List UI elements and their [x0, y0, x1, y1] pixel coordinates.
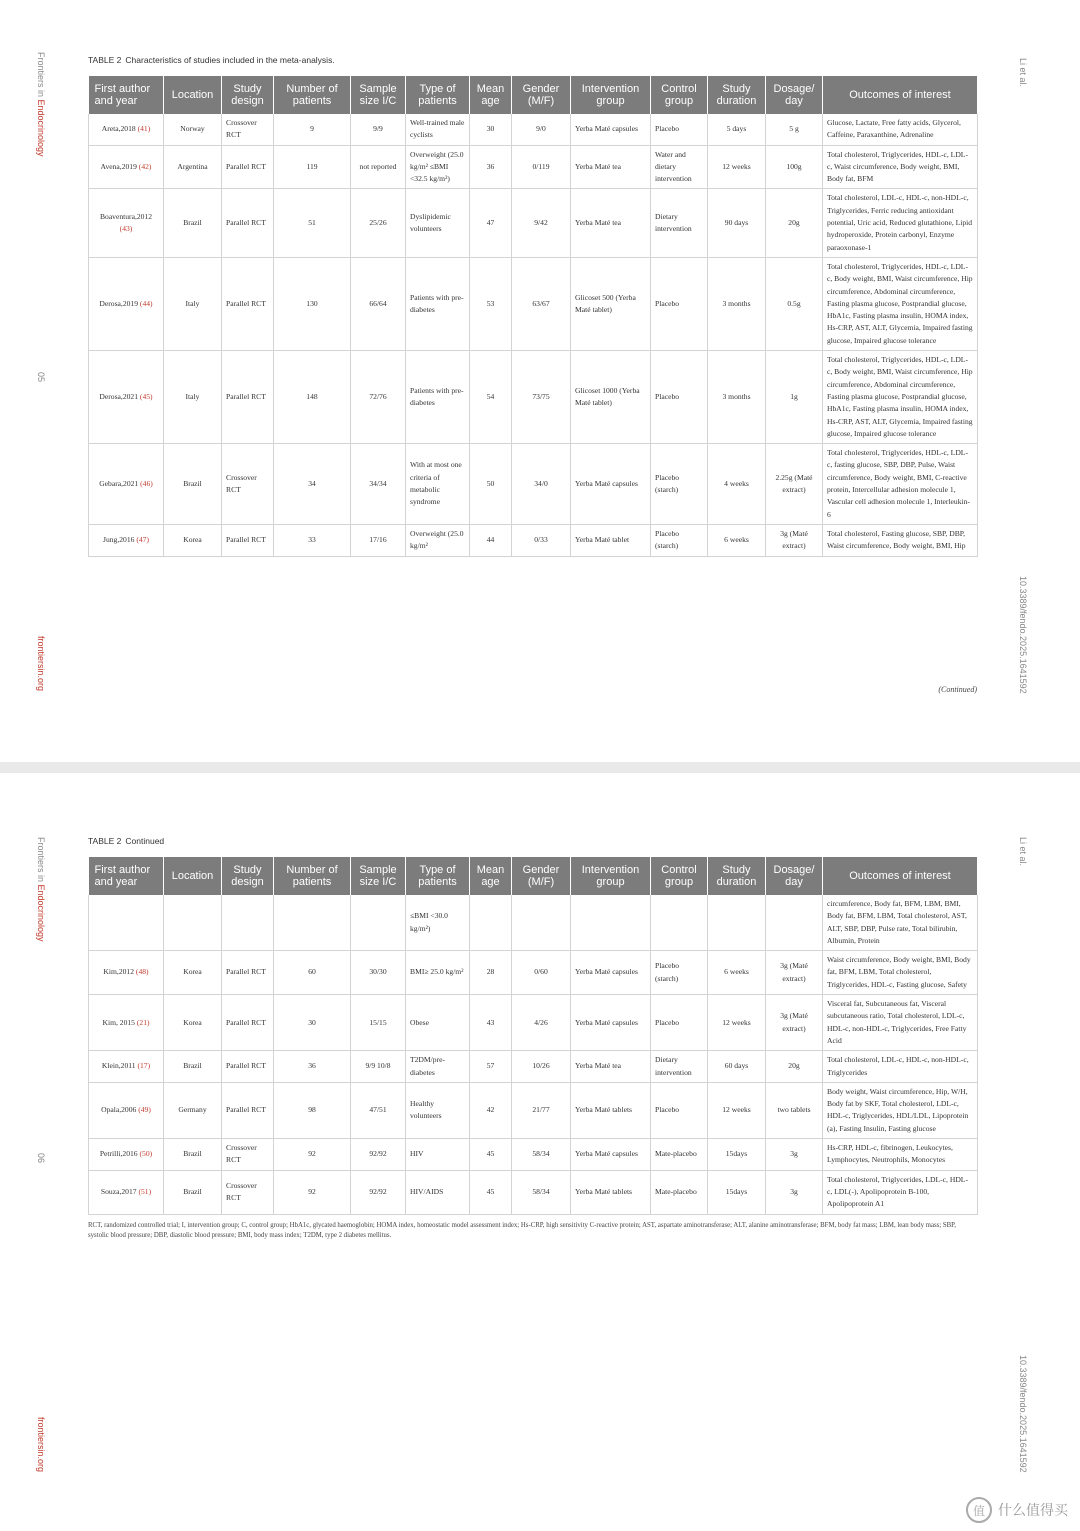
first-author-cell: [89, 444, 164, 525]
table-caption: TABLE 2 Characteristics of studies included in the meta-analysis.: [88, 55, 335, 65]
control-cell: [651, 895, 708, 951]
study-design-cell: Parallel RCT: [222, 257, 274, 350]
sample-size-cell: 66/64: [351, 257, 406, 350]
sample-size-cell: not reported: [351, 145, 406, 189]
document-page-2: [0, 773, 1080, 1531]
intervention-cell: Yerba Maté capsules: [571, 995, 651, 1051]
column-header-study-design: Study design: [222, 76, 274, 114]
first-author-cell: [89, 1139, 164, 1171]
patient-type-cell: T2DM/pre-diabetes: [406, 1051, 470, 1083]
patient-count-cell: 30: [274, 995, 351, 1051]
column-header-sample-size: Sample size I/C: [351, 857, 406, 895]
reference-link[interactable]: (48): [135, 967, 149, 977]
outcomes-cell: Body weight, Waist circumference, Hip, W/H, Body fat by SKF, Total cholesterol, LDL-c, HDL-c, Triglycerides, HDL/LDL, Lipoprotein (a), Fasting Insulin, Fasting glucose: [823, 1082, 978, 1138]
location-cell: Italy: [164, 351, 222, 444]
patient-type-cell: Patients with pre-diabetes: [406, 257, 470, 350]
author-year: Derosa,2019: [99, 298, 139, 308]
column-header-outcomes: Outcomes of interest: [823, 76, 978, 114]
patient-type-cell: Overweight (25.0 kg/m² ≤BMI <32.5 kg/m²): [406, 145, 470, 189]
patient-count-cell: 92: [274, 1170, 351, 1214]
author-year: Derosa,2021: [99, 391, 139, 401]
dosage-cell: two tablets: [766, 1082, 823, 1138]
study-design-cell: Crossover RCT: [222, 444, 274, 525]
sample-size-cell: 92/92: [351, 1170, 406, 1214]
gender-cell: 58/34: [512, 1139, 571, 1171]
first-author-cell: [89, 951, 164, 995]
control-cell: Mate-placebo: [651, 1139, 708, 1171]
duration-cell: 3 months: [708, 351, 766, 444]
dosage-cell: 3g: [766, 1139, 823, 1171]
outcomes-cell: Total cholesterol, Triglycerides, HDL-c, LDL-c, fasting glucose, SBP, DBP, Pulse, Waist circumference, Body weight, BMI, C-reactive protein, Intercellular adhesion molecule 1, Vascular cell adhesion molecule 1, Interleukin-6: [823, 444, 978, 525]
mean-age-cell: 36: [470, 145, 512, 189]
study-design-cell: Parallel RCT: [222, 951, 274, 995]
outcomes-cell: Hs-CRP, HDL-c, fibrinogen, Leukocytes, Lymphocytes, Neutrophils, Monocytes: [823, 1139, 978, 1171]
dosage-cell: 20g: [766, 1051, 823, 1083]
column-header-gender: Gender (M/F): [512, 857, 571, 895]
duration-cell: [708, 895, 766, 951]
table-caption: TABLE 2 Continued: [88, 836, 165, 846]
first-author-cell: [89, 1170, 164, 1214]
outcomes-cell: Glucose, Lactate, Free fatty acids, Glycerol, Caffeine, Paraxanthine, Adrenaline: [823, 114, 978, 145]
mean-age-cell: 28: [470, 951, 512, 995]
sample-size-cell: 34/34: [351, 444, 406, 525]
mean-age-cell: 45: [470, 1170, 512, 1214]
location-cell: Brazil: [164, 1170, 222, 1214]
patient-count-cell: 92: [274, 1139, 351, 1171]
study-design-cell: Crossover RCT: [222, 1170, 274, 1214]
intervention-cell: Yerba Maté capsules: [571, 1139, 651, 1171]
control-cell: Water and dietary intervention: [651, 145, 708, 189]
first-author-cell: [89, 995, 164, 1051]
column-header-dosage: Dosage/ day: [766, 76, 823, 114]
table-row: [89, 444, 978, 525]
patient-type-cell: Obese: [406, 995, 470, 1051]
first-author-cell: [89, 895, 164, 951]
column-header-gender: Gender (M/F): [512, 76, 571, 114]
outcomes-cell: Total cholesterol, Triglycerides, HDL-c, LDL-c, Body weight, BMI, Waist circumference, Hip circumference, Abdominal circumference, Fasting plasma glucose, Postprandial glucose, HbA1c, Fasting plasma insulin, HOMA index, Hs-CRP, AST, ALT, Glycemia, Impaired fasting glucose, Impaired glucose tolerance: [823, 351, 978, 444]
control-cell: Mate-placebo: [651, 1170, 708, 1214]
patient-count-cell: 36: [274, 1051, 351, 1083]
outcomes-cell: Total cholesterol, Triglycerides, HDL-c, LDL-c, Body weight, BMI, Waist circumference, Hip circumference, Abdominal circumference, Fasting plasma glucose, Postprandial glucose, HbA1c, Fasting plasma insulin, HOMA index, Hs-CRP, AST, ALT, Glycemia, Impaired fasting glucose, Impaired glucose tolerance: [823, 257, 978, 350]
control-cell: Placebo: [651, 995, 708, 1051]
patient-count-cell: 34: [274, 444, 351, 525]
table-row: [89, 524, 978, 556]
reference-link[interactable]: (44): [139, 298, 153, 308]
intervention-cell: Yerba Maté capsules: [571, 951, 651, 995]
reference-link[interactable]: (46): [140, 478, 153, 488]
author-year: Petrilli,2016: [99, 1149, 138, 1159]
table-row: [89, 1051, 978, 1083]
patient-type-cell: Patients with pre-diabetes: [406, 351, 470, 444]
intervention-cell: Yerba Maté tea: [571, 1051, 651, 1083]
sample-size-cell: [351, 895, 406, 951]
control-cell: Dietary intervention: [651, 189, 708, 257]
patient-type-cell: Healthy volunteers: [406, 1082, 470, 1138]
outcomes-cell: Total cholesterol, LDL-c, HDL-c, non-HDL-c, Triglycerides, Ferric reducing antioxidant potential, Uric acid, Reduced glutathione, Lipid hydroperoxide, Protein carbonyl, Enzyme paraoxonase-1: [823, 189, 978, 257]
outcomes-cell: Visceral fat, Subcutaneous fat, Visceral subcutaneous ratio, Total cholesterol, LDL-c, HDL-c, non-HDL-c, Triglycerides, Free Fatty Acid: [823, 995, 978, 1051]
sample-size-cell: 9/9: [351, 114, 406, 145]
table-row: [89, 1139, 978, 1171]
mean-age-cell: 43: [470, 995, 512, 1051]
dosage-cell: 3g (Maté extract): [766, 524, 823, 556]
table-row: [89, 951, 978, 995]
gender-cell: 0/60: [512, 951, 571, 995]
intervention-cell: Yerba Maté capsules: [571, 114, 651, 145]
mean-age-cell: 44: [470, 524, 512, 556]
location-cell: Korea: [164, 995, 222, 1051]
gender-cell: 9/42: [512, 189, 571, 257]
outcomes-cell: Total cholesterol, Triglycerides, HDL-c, LDL-c, Waist circumference, Body weight, BMI, Body fat, BFM: [823, 145, 978, 189]
first-author-cell: [89, 257, 164, 350]
watermark: [966, 1497, 1068, 1523]
first-author-cell: [89, 351, 164, 444]
control-cell: Placebo: [651, 1082, 708, 1138]
gender-cell: 73/75: [512, 351, 571, 444]
table-footnote: RCT, randomized controlled trial; I, intervention group; C, control group; HbA1c, glycated haemoglobin; HOMA index, homeostatic model assessment index; Hs-CRP, high sensitivity C-reactive protein; AST, aspartate aminotransferase; ALT, alanine aminotransferase; BFM, body fat mass; LBM, lean body mass; SBP, systolic blood pressure; DBP, diastolic blood pressure; BMI, body mass index; T2DM, type 2 diabetes mellitus.: [88, 1222, 956, 1239]
location-cell: Italy: [164, 257, 222, 350]
intervention-cell: Yerba Maté capsules: [571, 444, 651, 525]
location-cell: [164, 895, 222, 951]
location-cell: Korea: [164, 951, 222, 995]
study-design-cell: Parallel RCT: [222, 351, 274, 444]
dosage-cell: 20g: [766, 189, 823, 257]
dosage-cell: 3g (Maté extract): [766, 995, 823, 1051]
patient-count-cell: 148: [274, 351, 351, 444]
author-year: Jung,2016: [103, 535, 135, 545]
column-header-control: Control group: [651, 76, 708, 114]
intervention-cell: Yerba Maté tablets: [571, 1082, 651, 1138]
study-design-cell: Parallel RCT: [222, 524, 274, 556]
sample-size-cell: 17/16: [351, 524, 406, 556]
column-header-control: Control group: [651, 857, 708, 895]
location-cell: Brazil: [164, 444, 222, 525]
characteristics-table-continued: [88, 857, 978, 1215]
patient-type-cell: Well-trained male cyclists: [406, 114, 470, 145]
dosage-cell: 2.25g (Maté extract): [766, 444, 823, 525]
column-header-sample-size: Sample size I/C: [351, 76, 406, 114]
column-header-outcomes: Outcomes of interest: [823, 857, 978, 895]
journal-name-sidebar: Frontiers in Endocrinology: [36, 837, 46, 942]
reference-link[interactable]: (17): [137, 1061, 151, 1071]
gender-cell: 0/119: [512, 145, 571, 189]
outcomes-cell: circumference, Body fat, BFM, LBM, BMI, Body fat, BFM, LBM, Total cholesterol, AST, ALT, SBP, DBP, Pulse rate, Total bilirubin, Albumin, Protein: [823, 895, 978, 951]
study-design-cell: Parallel RCT: [222, 995, 274, 1051]
dosage-cell: [766, 895, 823, 951]
intervention-cell: Yerba Maté tablet: [571, 524, 651, 556]
gender-cell: [512, 895, 571, 951]
patient-type-cell: ≤BMI <30.0 kg/m²): [406, 895, 470, 951]
mean-age-cell: 42: [470, 1082, 512, 1138]
table-row: [89, 1082, 978, 1138]
duration-cell: 12 weeks: [708, 1082, 766, 1138]
author-year: Klein,2011: [101, 1061, 136, 1071]
gender-cell: 21/77: [512, 1082, 571, 1138]
location-cell: Argentina: [164, 145, 222, 189]
intervention-cell: Yerba Maté tea: [571, 145, 651, 189]
table-row: [89, 257, 978, 350]
gender-cell: 10/26: [512, 1051, 571, 1083]
column-header-patient-type: Type of patients: [406, 76, 470, 114]
column-header-dosage: Dosage/ day: [766, 857, 823, 895]
intervention-cell: [571, 895, 651, 951]
column-header-duration: Study duration: [708, 857, 766, 895]
outcomes-cell: Total cholesterol, LDL-c, HDL-c, non-HDL-c, Triglycerides: [823, 1051, 978, 1083]
study-design-cell: Parallel RCT: [222, 1082, 274, 1138]
column-header-first-author: First author and year: [89, 76, 164, 114]
first-author-cell: [89, 114, 164, 145]
author-year: Souza,2017: [100, 1186, 137, 1196]
reference-link[interactable]: (45): [139, 391, 153, 401]
control-cell: Placebo (starch): [651, 951, 708, 995]
sample-size-cell: 30/30: [351, 951, 406, 995]
duration-cell: 5 days: [708, 114, 766, 145]
dosage-cell: 5 g: [766, 114, 823, 145]
gender-cell: 4/26: [512, 995, 571, 1051]
column-header-patient-type: Type of patients: [406, 857, 470, 895]
column-header-patient-count: Number of patients: [274, 76, 351, 114]
study-design-cell: Crossover RCT: [222, 1139, 274, 1171]
mean-age-cell: 30: [470, 114, 512, 145]
outcomes-cell: Waist circumference, Body weight, BMI, Body fat, BFM, LBM, Total cholesterol, Triglycerides, HDL-c, Fasting glucose, Safety: [823, 951, 978, 995]
patient-count-cell: 9: [274, 114, 351, 145]
table-row: [89, 995, 978, 1051]
page-number: 06: [36, 1153, 46, 1164]
duration-cell: 60 days: [708, 1051, 766, 1083]
mean-age-cell: 47: [470, 189, 512, 257]
page-number: 05: [36, 372, 46, 383]
duration-cell: 15days: [708, 1170, 766, 1214]
patient-type-cell: With at most one criteria of metabolic syndrome: [406, 444, 470, 525]
duration-cell: 4 weeks: [708, 444, 766, 525]
mean-age-cell: 57: [470, 1051, 512, 1083]
patient-count-cell: 60: [274, 951, 351, 995]
mean-age-cell: [470, 895, 512, 951]
outcomes-cell: Total cholesterol, Fasting glucose, SBP, DBP, Waist circumference, Body weight, BMI, Hip: [823, 524, 978, 556]
first-author-cell: [89, 1051, 164, 1083]
doi-label[interactable]: 10.3389/fendo.2025.1641592: [1018, 1355, 1028, 1473]
patient-count-cell: [274, 895, 351, 951]
control-cell: Placebo: [651, 257, 708, 350]
location-cell: Germany: [164, 1082, 222, 1138]
author-year: Opala,2006: [101, 1105, 137, 1115]
column-header-mean-age: Mean age: [470, 857, 512, 895]
reference-link[interactable]: (50): [139, 1149, 153, 1159]
reference-link[interactable]: (47): [136, 535, 149, 545]
study-design-cell: Parallel RCT: [222, 1051, 274, 1083]
column-header-duration: Study duration: [708, 76, 766, 114]
reference-link[interactable]: (21): [136, 1017, 150, 1027]
mean-age-cell: 45: [470, 1139, 512, 1171]
gender-cell: 34/0: [512, 444, 571, 525]
column-header-mean-age: Mean age: [470, 76, 512, 114]
reference-link[interactable]: (43): [119, 224, 133, 234]
study-design-cell: Parallel RCT: [222, 189, 274, 257]
continued-note: (Continued): [938, 685, 977, 694]
first-author-cell: [89, 1082, 164, 1138]
author-year: Avena,2019: [100, 161, 137, 171]
location-cell: Korea: [164, 524, 222, 556]
column-header-patient-count: Number of patients: [274, 857, 351, 895]
column-header-study-design: Study design: [222, 857, 274, 895]
duration-cell: 12 weeks: [708, 995, 766, 1051]
gender-cell: 58/34: [512, 1170, 571, 1214]
mean-age-cell: 54: [470, 351, 512, 444]
table-row: [89, 189, 978, 257]
dosage-cell: 3g: [766, 1170, 823, 1214]
mean-age-cell: 50: [470, 444, 512, 525]
author-year: Kim,2012: [103, 967, 135, 977]
intervention-cell: Yerba Maté tea: [571, 189, 651, 257]
control-cell: Placebo: [651, 114, 708, 145]
gender-cell: 9/0: [512, 114, 571, 145]
intervention-cell: Yerba Maté tablets: [571, 1170, 651, 1214]
reference-link[interactable]: (41): [137, 124, 151, 134]
patient-count-cell: 130: [274, 257, 351, 350]
column-header-intervention: Intervention group: [571, 76, 651, 114]
author-running-head: Li et al.: [1018, 837, 1028, 867]
patient-type-cell: BMI≥ 25.0 kg/m²: [406, 951, 470, 995]
author-year: Kim, 2015: [102, 1017, 135, 1027]
website-link[interactable]: frontiersin.org: [36, 636, 46, 692]
column-header-location: Location: [164, 857, 222, 895]
outcomes-cell: Total cholesterol, Triglycerides, LDL-c, HDL-c, LDL(-), Apolipoprotein B-100, Apolipoprotein A1: [823, 1170, 978, 1214]
intervention-cell: Glicoset 500 (Yerba Maté tablet): [571, 257, 651, 350]
doi-label[interactable]: 10.3389/fendo.2025.1641592: [1018, 576, 1028, 694]
duration-cell: 15days: [708, 1139, 766, 1171]
column-header-intervention: Intervention group: [571, 857, 651, 895]
reference-link[interactable]: (51): [138, 1186, 152, 1196]
sample-size-cell: 9/9 10/8: [351, 1051, 406, 1083]
reference-link[interactable]: (42): [138, 161, 152, 171]
duration-cell: 90 days: [708, 189, 766, 257]
reference-link[interactable]: (49): [138, 1105, 151, 1115]
dosage-cell: 100g: [766, 145, 823, 189]
control-cell: Placebo (starch): [651, 444, 708, 525]
patient-count-cell: 119: [274, 145, 351, 189]
sample-size-cell: 92/92: [351, 1139, 406, 1171]
location-cell: Brazil: [164, 1051, 222, 1083]
website-link[interactable]: frontiersin.org: [36, 1417, 46, 1473]
dosage-cell: 1g: [766, 351, 823, 444]
gender-cell: 63/67: [512, 257, 571, 350]
control-cell: Dietary intervention: [651, 1051, 708, 1083]
gender-cell: 0/33: [512, 524, 571, 556]
dosage-cell: 0.5g: [766, 257, 823, 350]
author-running-head: Li et al.: [1018, 58, 1028, 88]
patient-count-cell: 51: [274, 189, 351, 257]
sample-size-cell: 25/26: [351, 189, 406, 257]
first-author-cell: [89, 189, 164, 257]
study-design-cell: Parallel RCT: [222, 145, 274, 189]
intervention-cell: Glicoset 1000 (Yerba Maté tablet): [571, 351, 651, 444]
study-design-cell: [222, 895, 274, 951]
dosage-cell: 3g (Maté extract): [766, 951, 823, 995]
study-design-cell: Crossover RCT: [222, 114, 274, 145]
control-cell: Placebo (starch): [651, 524, 708, 556]
column-header-location: Location: [164, 76, 222, 114]
sample-size-cell: 72/76: [351, 351, 406, 444]
first-author-cell: [89, 524, 164, 556]
duration-cell: 3 months: [708, 257, 766, 350]
patient-type-cell: Dyslipidemic volunteers: [406, 189, 470, 257]
column-header-first-author: First author and year: [89, 857, 164, 895]
mean-age-cell: 53: [470, 257, 512, 350]
duration-cell: 6 weeks: [708, 524, 766, 556]
first-author-cell: [89, 145, 164, 189]
sample-size-cell: 47/51: [351, 1082, 406, 1138]
journal-name-sidebar: Frontiers in Endocrinology: [36, 52, 46, 157]
duration-cell: 12 weeks: [708, 145, 766, 189]
table-row: [89, 114, 978, 145]
author-year: Gebara,2021: [99, 478, 139, 488]
sample-size-cell: 15/15: [351, 995, 406, 1051]
patient-type-cell: HIV: [406, 1139, 470, 1171]
duration-cell: 6 weeks: [708, 951, 766, 995]
table-row: [89, 895, 978, 951]
table-row: [89, 145, 978, 189]
table-row: [89, 1170, 978, 1214]
control-cell: Placebo: [651, 351, 708, 444]
watermark-text: 什么值得买: [998, 1503, 1068, 1519]
author-year: Areta,2018: [101, 124, 136, 134]
patient-type-cell: Overweight (25.0 kg/m²: [406, 524, 470, 556]
patient-count-cell: 98: [274, 1082, 351, 1138]
zhidemai-logo-icon: 值: [966, 1497, 992, 1523]
author-year: Boaventura,2012: [99, 211, 153, 221]
characteristics-table: [88, 76, 978, 557]
patient-count-cell: 33: [274, 524, 351, 556]
location-cell: Brazil: [164, 189, 222, 257]
location-cell: Norway: [164, 114, 222, 145]
location-cell: Brazil: [164, 1139, 222, 1171]
patient-type-cell: HIV/AIDS: [406, 1170, 470, 1214]
table-row: [89, 351, 978, 444]
document-page-1: [0, 0, 1080, 762]
